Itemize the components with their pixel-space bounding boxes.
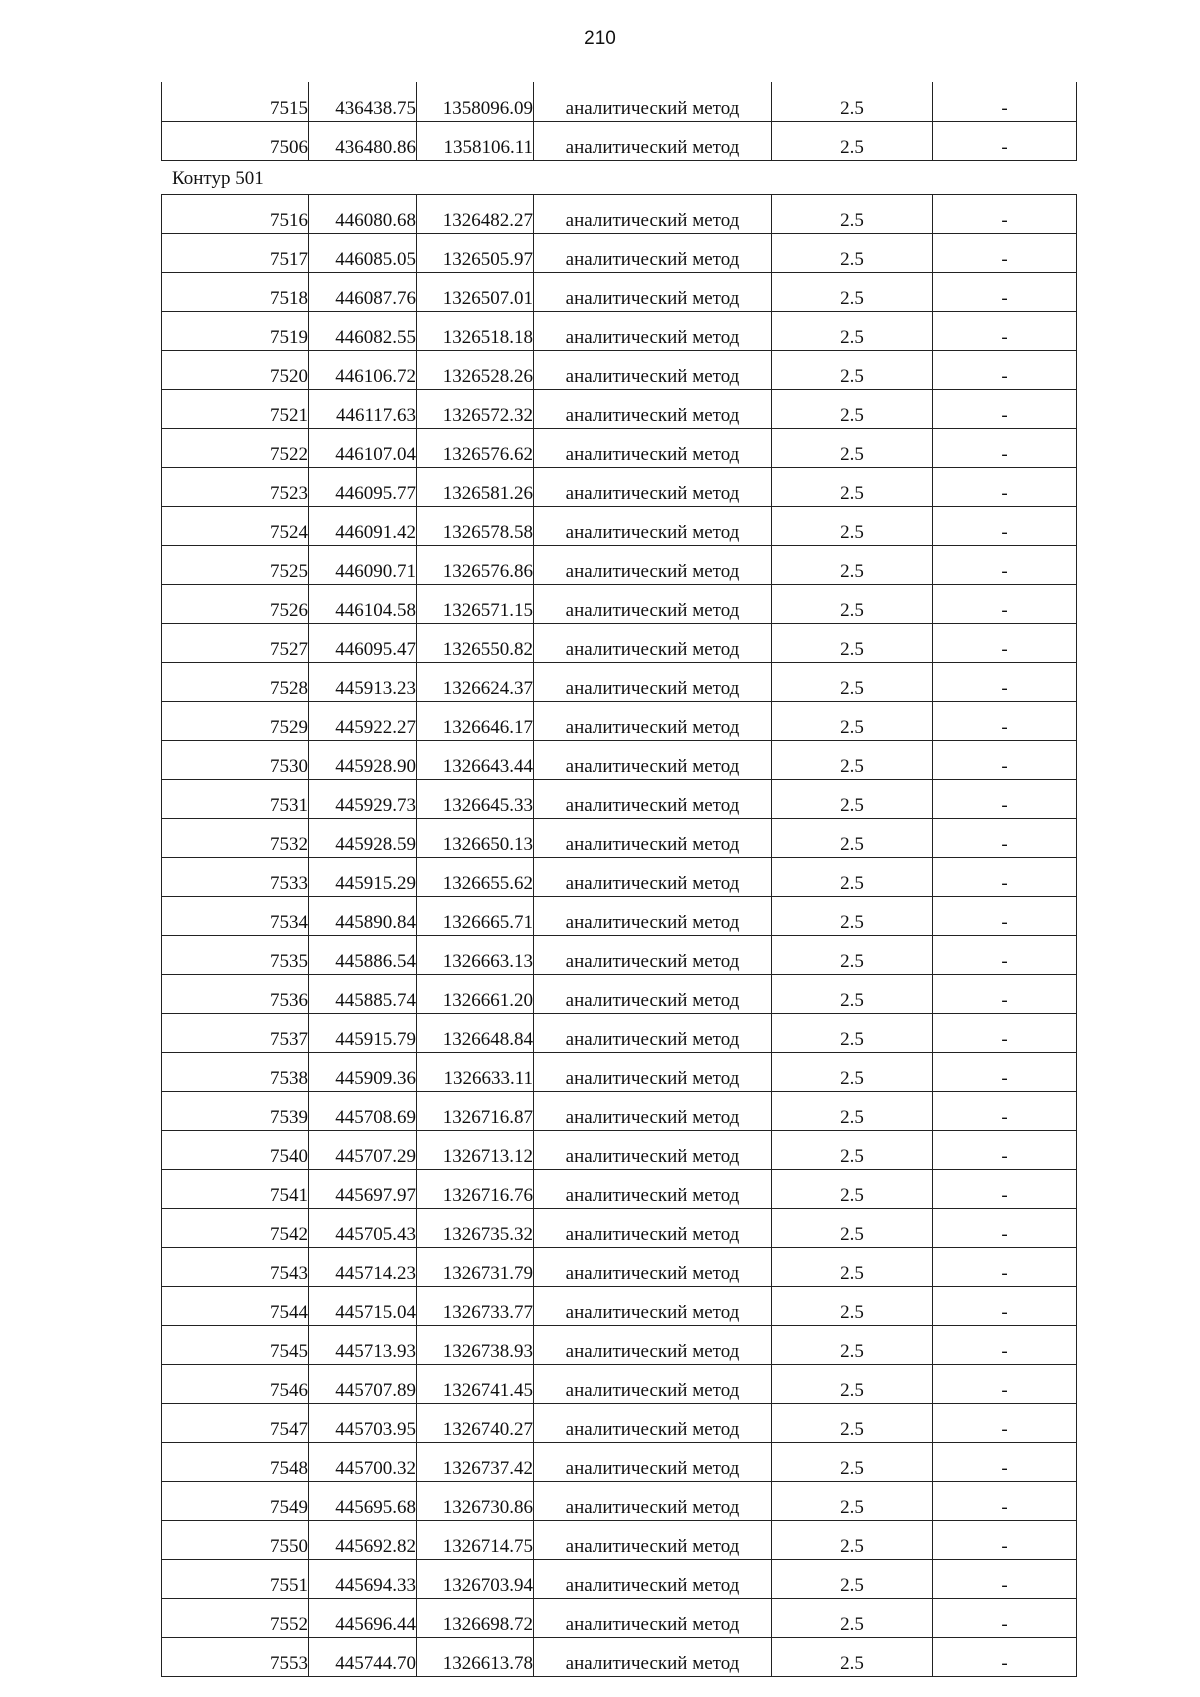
method-cell: аналитический метод	[534, 351, 772, 390]
point-number-cell: 7533	[162, 858, 309, 897]
x-coordinate-cell: 445697.97	[309, 1170, 417, 1209]
description-cell: -	[933, 429, 1077, 468]
table-row	[162, 390, 1077, 429]
method-cell: аналитический метод	[534, 819, 772, 858]
accuracy-cell: 2.5	[772, 780, 933, 819]
method-cell: аналитический метод	[534, 741, 772, 780]
method-cell: аналитический метод	[534, 780, 772, 819]
table-row	[162, 1287, 1077, 1326]
accuracy-cell: 2.5	[772, 429, 933, 468]
y-coordinate-cell: 1326716.87	[417, 1092, 534, 1131]
method-cell: аналитический метод	[534, 546, 772, 585]
method-cell: аналитический метод	[534, 312, 772, 351]
x-coordinate-cell: 445707.29	[309, 1131, 417, 1170]
method-cell: аналитический метод	[534, 1443, 772, 1482]
accuracy-cell: 2.5	[772, 1443, 933, 1482]
y-coordinate-cell: 1326698.72	[417, 1599, 534, 1638]
table-row	[162, 546, 1077, 585]
x-coordinate-cell: 445705.43	[309, 1209, 417, 1248]
description-cell: -	[933, 1131, 1077, 1170]
method-cell: аналитический метод	[534, 1326, 772, 1365]
table-row	[162, 1053, 1077, 1092]
accuracy-cell: 2.5	[772, 1092, 933, 1131]
accuracy-cell: 2.5	[772, 858, 933, 897]
x-coordinate-cell: 446082.55	[309, 312, 417, 351]
table-row	[162, 624, 1077, 663]
accuracy-cell: 2.5	[772, 975, 933, 1014]
x-coordinate-cell: 445929.73	[309, 780, 417, 819]
point-number-cell: 7547	[162, 1404, 309, 1443]
point-number-cell: 7553	[162, 1638, 309, 1677]
description-cell: -	[933, 1638, 1077, 1677]
description-cell: -	[933, 1521, 1077, 1560]
x-coordinate-cell: 446087.76	[309, 273, 417, 312]
y-coordinate-cell: 1326643.44	[417, 741, 534, 780]
table-row	[162, 1365, 1077, 1404]
y-coordinate-cell: 1326633.11	[417, 1053, 534, 1092]
method-cell: аналитический метод	[534, 585, 772, 624]
y-coordinate-cell: 1326482.27	[417, 195, 534, 234]
description-cell: -	[933, 1248, 1077, 1287]
method-cell: аналитический метод	[534, 624, 772, 663]
table-row	[162, 975, 1077, 1014]
table-row	[162, 702, 1077, 741]
description-cell: -	[933, 1326, 1077, 1365]
accuracy-cell: 2.5	[772, 819, 933, 858]
y-coordinate-cell: 1326650.13	[417, 819, 534, 858]
accuracy-cell: 2.5	[772, 468, 933, 507]
x-coordinate-cell: 445692.82	[309, 1521, 417, 1560]
accuracy-cell: 2.5	[772, 897, 933, 936]
x-coordinate-cell: 445885.74	[309, 975, 417, 1014]
y-coordinate-cell: 1326581.26	[417, 468, 534, 507]
x-coordinate-cell: 445913.23	[309, 663, 417, 702]
point-number-cell: 7550	[162, 1521, 309, 1560]
accuracy-cell: 2.5	[772, 1209, 933, 1248]
y-coordinate-cell: 1326733.77	[417, 1287, 534, 1326]
x-coordinate-cell: 445744.70	[309, 1638, 417, 1677]
y-coordinate-cell: 1326572.32	[417, 390, 534, 429]
table-row	[162, 312, 1077, 351]
x-coordinate-cell: 445707.89	[309, 1365, 417, 1404]
method-cell: аналитический метод	[534, 936, 772, 975]
table-row	[162, 429, 1077, 468]
contour-label: Контур 501	[172, 168, 264, 189]
point-number-cell: 7545	[162, 1326, 309, 1365]
point-number-cell: 7544	[162, 1287, 309, 1326]
x-coordinate-cell: 436480.86	[309, 122, 417, 161]
table-row	[162, 195, 1077, 234]
point-number-cell: 7521	[162, 390, 309, 429]
y-coordinate-cell: 1326578.58	[417, 507, 534, 546]
page-number: 210	[584, 28, 616, 49]
point-number-cell: 7543	[162, 1248, 309, 1287]
method-cell: аналитический метод	[534, 507, 772, 546]
x-coordinate-cell: 445915.29	[309, 858, 417, 897]
method-cell: аналитический метод	[534, 1131, 772, 1170]
table-row	[162, 897, 1077, 936]
point-number-cell: 7522	[162, 429, 309, 468]
point-number-cell: 7536	[162, 975, 309, 1014]
accuracy-cell: 2.5	[772, 390, 933, 429]
y-coordinate-cell: 1326648.84	[417, 1014, 534, 1053]
table-row	[162, 1560, 1077, 1599]
description-cell: -	[933, 351, 1077, 390]
description-cell: -	[933, 858, 1077, 897]
x-coordinate-cell: 446117.63	[309, 390, 417, 429]
point-number-cell: 7506	[162, 122, 309, 161]
x-coordinate-cell: 446091.42	[309, 507, 417, 546]
table-row	[162, 858, 1077, 897]
y-coordinate-cell: 1326730.86	[417, 1482, 534, 1521]
description-cell: -	[933, 1404, 1077, 1443]
accuracy-cell: 2.5	[772, 1287, 933, 1326]
table-row	[162, 273, 1077, 312]
table-row	[162, 819, 1077, 858]
method-cell: аналитический метод	[534, 663, 772, 702]
table-row	[162, 1599, 1077, 1638]
point-number-cell: 7523	[162, 468, 309, 507]
table-row	[162, 1638, 1077, 1677]
point-number-cell: 7539	[162, 1092, 309, 1131]
point-number-cell: 7534	[162, 897, 309, 936]
table-row	[162, 1443, 1077, 1482]
y-coordinate-cell: 1326528.26	[417, 351, 534, 390]
point-number-cell: 7515	[162, 82, 309, 122]
method-cell: аналитический метод	[534, 897, 772, 936]
point-number-cell: 7540	[162, 1131, 309, 1170]
accuracy-cell: 2.5	[772, 1404, 933, 1443]
y-coordinate-cell: 1326714.75	[417, 1521, 534, 1560]
y-coordinate-cell: 1326741.45	[417, 1365, 534, 1404]
y-coordinate-cell: 1326740.27	[417, 1404, 534, 1443]
description-cell: -	[933, 702, 1077, 741]
x-coordinate-cell: 445922.27	[309, 702, 417, 741]
method-cell: аналитический метод	[534, 1053, 772, 1092]
description-cell: -	[933, 741, 1077, 780]
table-row	[162, 1521, 1077, 1560]
point-number-cell: 7527	[162, 624, 309, 663]
description-cell: -	[933, 195, 1077, 234]
y-coordinate-cell: 1326716.76	[417, 1170, 534, 1209]
point-number-cell: 7517	[162, 234, 309, 273]
accuracy-cell: 2.5	[772, 234, 933, 273]
accuracy-cell: 2.5	[772, 195, 933, 234]
description-cell: -	[933, 273, 1077, 312]
y-coordinate-cell: 1326624.37	[417, 663, 534, 702]
x-coordinate-cell: 446085.05	[309, 234, 417, 273]
point-number-cell: 7541	[162, 1170, 309, 1209]
table-row	[162, 1131, 1077, 1170]
accuracy-cell: 2.5	[772, 624, 933, 663]
method-cell: аналитический метод	[534, 468, 772, 507]
description-cell: -	[933, 936, 1077, 975]
point-number-cell: 7519	[162, 312, 309, 351]
accuracy-cell: 2.5	[772, 1248, 933, 1287]
y-coordinate-cell: 1326518.18	[417, 312, 534, 351]
method-cell: аналитический метод	[534, 82, 772, 122]
accuracy-cell: 2.5	[772, 1170, 933, 1209]
description-cell: -	[933, 507, 1077, 546]
accuracy-cell: 2.5	[772, 1365, 933, 1404]
accuracy-cell: 2.5	[772, 663, 933, 702]
description-cell: -	[933, 546, 1077, 585]
method-cell: аналитический метод	[534, 1014, 772, 1053]
point-number-cell: 7530	[162, 741, 309, 780]
method-cell: аналитический метод	[534, 1209, 772, 1248]
method-cell: аналитический метод	[534, 1482, 772, 1521]
method-cell: аналитический метод	[534, 702, 772, 741]
point-number-cell: 7516	[162, 195, 309, 234]
x-coordinate-cell: 445696.44	[309, 1599, 417, 1638]
y-coordinate-cell: 1326507.01	[417, 273, 534, 312]
x-coordinate-cell: 445928.59	[309, 819, 417, 858]
x-coordinate-cell: 445695.68	[309, 1482, 417, 1521]
y-coordinate-cell: 1326646.17	[417, 702, 534, 741]
table-row	[162, 1014, 1077, 1053]
x-coordinate-cell: 446107.04	[309, 429, 417, 468]
y-coordinate-cell: 1326731.79	[417, 1248, 534, 1287]
table-row	[162, 1170, 1077, 1209]
method-cell: аналитический метод	[534, 1092, 772, 1131]
accuracy-cell: 2.5	[772, 741, 933, 780]
accuracy-cell: 2.5	[772, 351, 933, 390]
accuracy-cell: 2.5	[772, 702, 933, 741]
table-row	[162, 663, 1077, 702]
description-cell: -	[933, 585, 1077, 624]
method-cell: аналитический метод	[534, 975, 772, 1014]
x-coordinate-cell: 445708.69	[309, 1092, 417, 1131]
accuracy-cell: 2.5	[772, 1638, 933, 1677]
description-cell: -	[933, 82, 1077, 122]
method-cell: аналитический метод	[534, 1560, 772, 1599]
method-cell: аналитический метод	[534, 273, 772, 312]
table-row	[162, 122, 1077, 161]
y-coordinate-cell: 1326655.62	[417, 858, 534, 897]
table-row	[162, 1404, 1077, 1443]
x-coordinate-cell: 445715.04	[309, 1287, 417, 1326]
table-row	[162, 741, 1077, 780]
description-cell: -	[933, 312, 1077, 351]
point-number-cell: 7552	[162, 1599, 309, 1638]
coordinates-table-contour-501	[161, 194, 1077, 1677]
table-row	[162, 351, 1077, 390]
description-cell: -	[933, 624, 1077, 663]
y-coordinate-cell: 1326576.62	[417, 429, 534, 468]
accuracy-cell: 2.5	[772, 585, 933, 624]
x-coordinate-cell: 445694.33	[309, 1560, 417, 1599]
method-cell: аналитический метод	[534, 858, 772, 897]
description-cell: -	[933, 1443, 1077, 1482]
point-number-cell: 7532	[162, 819, 309, 858]
description-cell: -	[933, 663, 1077, 702]
method-cell: аналитический метод	[534, 1638, 772, 1677]
table-row	[162, 1209, 1077, 1248]
description-cell: -	[933, 1365, 1077, 1404]
table-row	[162, 936, 1077, 975]
x-coordinate-cell: 446104.58	[309, 585, 417, 624]
method-cell: аналитический метод	[534, 1248, 772, 1287]
y-coordinate-cell: 1326661.20	[417, 975, 534, 1014]
x-coordinate-cell: 445928.90	[309, 741, 417, 780]
x-coordinate-cell: 445886.54	[309, 936, 417, 975]
y-coordinate-cell: 1326665.71	[417, 897, 534, 936]
x-coordinate-cell: 445909.36	[309, 1053, 417, 1092]
method-cell: аналитический метод	[534, 390, 772, 429]
method-cell: аналитический метод	[534, 1521, 772, 1560]
description-cell: -	[933, 1170, 1077, 1209]
x-coordinate-cell: 446106.72	[309, 351, 417, 390]
x-coordinate-cell: 445714.23	[309, 1248, 417, 1287]
y-coordinate-cell: 1326738.93	[417, 1326, 534, 1365]
accuracy-cell: 2.5	[772, 273, 933, 312]
description-cell: -	[933, 1053, 1077, 1092]
method-cell: аналитический метод	[534, 1599, 772, 1638]
point-number-cell: 7524	[162, 507, 309, 546]
accuracy-cell: 2.5	[772, 122, 933, 161]
x-coordinate-cell: 436438.75	[309, 82, 417, 122]
x-coordinate-cell: 446080.68	[309, 195, 417, 234]
table-row	[162, 1326, 1077, 1365]
point-number-cell: 7537	[162, 1014, 309, 1053]
y-coordinate-cell: 1326663.13	[417, 936, 534, 975]
point-number-cell: 7542	[162, 1209, 309, 1248]
x-coordinate-cell: 445700.32	[309, 1443, 417, 1482]
point-number-cell: 7525	[162, 546, 309, 585]
coordinates-table-continued	[161, 82, 1077, 161]
description-cell: -	[933, 1599, 1077, 1638]
method-cell: аналитический метод	[534, 1170, 772, 1209]
point-number-cell: 7535	[162, 936, 309, 975]
table-row	[162, 1248, 1077, 1287]
point-number-cell: 7548	[162, 1443, 309, 1482]
description-cell: -	[933, 1482, 1077, 1521]
accuracy-cell: 2.5	[772, 507, 933, 546]
method-cell: аналитический метод	[534, 122, 772, 161]
description-cell: -	[933, 1092, 1077, 1131]
description-cell: -	[933, 1560, 1077, 1599]
accuracy-cell: 2.5	[772, 1053, 933, 1092]
method-cell: аналитический метод	[534, 1365, 772, 1404]
point-number-cell: 7528	[162, 663, 309, 702]
table-row	[162, 468, 1077, 507]
table-row	[162, 507, 1077, 546]
accuracy-cell: 2.5	[772, 312, 933, 351]
accuracy-cell: 2.5	[772, 1599, 933, 1638]
y-coordinate-cell: 1326613.78	[417, 1638, 534, 1677]
table-row	[162, 82, 1077, 122]
y-coordinate-cell: 1326703.94	[417, 1560, 534, 1599]
table-row	[162, 234, 1077, 273]
table-row	[162, 780, 1077, 819]
description-cell: -	[933, 780, 1077, 819]
point-number-cell: 7526	[162, 585, 309, 624]
point-number-cell: 7549	[162, 1482, 309, 1521]
accuracy-cell: 2.5	[772, 1521, 933, 1560]
description-cell: -	[933, 390, 1077, 429]
accuracy-cell: 2.5	[772, 82, 933, 122]
point-number-cell: 7546	[162, 1365, 309, 1404]
x-coordinate-cell: 445703.95	[309, 1404, 417, 1443]
description-cell: -	[933, 897, 1077, 936]
description-cell: -	[933, 234, 1077, 273]
description-cell: -	[933, 819, 1077, 858]
method-cell: аналитический метод	[534, 195, 772, 234]
table-row	[162, 1092, 1077, 1131]
point-number-cell: 7531	[162, 780, 309, 819]
x-coordinate-cell: 445915.79	[309, 1014, 417, 1053]
description-cell: -	[933, 122, 1077, 161]
accuracy-cell: 2.5	[772, 1482, 933, 1521]
x-coordinate-cell: 446095.77	[309, 468, 417, 507]
description-cell: -	[933, 468, 1077, 507]
accuracy-cell: 2.5	[772, 936, 933, 975]
y-coordinate-cell: 1326645.33	[417, 780, 534, 819]
accuracy-cell: 2.5	[772, 1560, 933, 1599]
point-number-cell: 7529	[162, 702, 309, 741]
method-cell: аналитический метод	[534, 429, 772, 468]
accuracy-cell: 2.5	[772, 546, 933, 585]
y-coordinate-cell: 1326713.12	[417, 1131, 534, 1170]
accuracy-cell: 2.5	[772, 1014, 933, 1053]
point-number-cell: 7520	[162, 351, 309, 390]
accuracy-cell: 2.5	[772, 1326, 933, 1365]
description-cell: -	[933, 1014, 1077, 1053]
point-number-cell: 7551	[162, 1560, 309, 1599]
accuracy-cell: 2.5	[772, 1131, 933, 1170]
y-coordinate-cell: 1358096.09	[417, 82, 534, 122]
x-coordinate-cell: 445890.84	[309, 897, 417, 936]
y-coordinate-cell: 1326576.86	[417, 546, 534, 585]
y-coordinate-cell: 1326737.42	[417, 1443, 534, 1482]
table-row	[162, 585, 1077, 624]
description-cell: -	[933, 975, 1077, 1014]
method-cell: аналитический метод	[534, 234, 772, 273]
y-coordinate-cell: 1326505.97	[417, 234, 534, 273]
point-number-cell: 7538	[162, 1053, 309, 1092]
method-cell: аналитический метод	[534, 1404, 772, 1443]
table-row	[162, 1482, 1077, 1521]
x-coordinate-cell: 446095.47	[309, 624, 417, 663]
y-coordinate-cell: 1326735.32	[417, 1209, 534, 1248]
y-coordinate-cell: 1326571.15	[417, 585, 534, 624]
x-coordinate-cell: 446090.71	[309, 546, 417, 585]
description-cell: -	[933, 1209, 1077, 1248]
point-number-cell: 7518	[162, 273, 309, 312]
y-coordinate-cell: 1326550.82	[417, 624, 534, 663]
x-coordinate-cell: 445713.93	[309, 1326, 417, 1365]
y-coordinate-cell: 1358106.11	[417, 122, 534, 161]
method-cell: аналитический метод	[534, 1287, 772, 1326]
description-cell: -	[933, 1287, 1077, 1326]
